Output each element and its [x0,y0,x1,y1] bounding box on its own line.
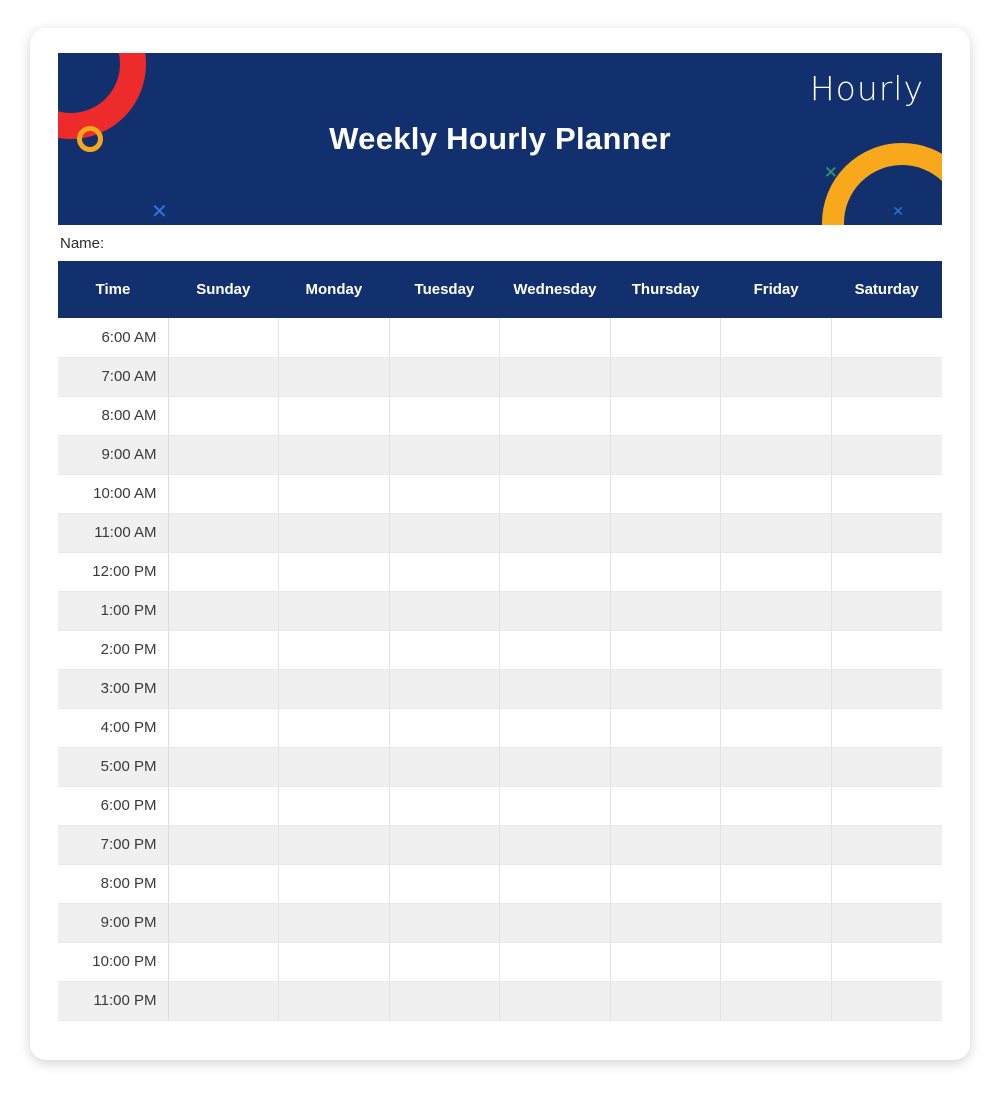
slot-cell[interactable] [279,903,390,942]
time-label: 7:00 AM [58,357,168,396]
slot-cell[interactable] [831,903,942,942]
slot-cell[interactable] [168,474,279,513]
column-header-saturday: Saturday [831,261,942,318]
slot-cell[interactable] [389,591,500,630]
slot-cell[interactable] [168,591,279,630]
table-row [58,591,942,630]
time-label: 6:00 AM [58,318,168,357]
slot-cell[interactable] [389,396,500,435]
slot-cell[interactable] [500,357,611,396]
header-banner [58,53,942,225]
slot-cell[interactable] [610,747,721,786]
name-row [58,225,942,261]
slot-cell[interactable] [168,708,279,747]
slot-cell[interactable] [831,435,942,474]
table-body [58,318,942,1020]
time-label: 2:00 PM [58,630,168,669]
slot-cell[interactable] [279,474,390,513]
slot-cell[interactable] [389,474,500,513]
table-row [58,981,942,1020]
column-header-friday: Friday [721,261,832,318]
slot-cell[interactable] [168,786,279,825]
table-row [58,357,942,396]
table-row [58,435,942,474]
slot-cell[interactable] [610,396,721,435]
table-row [58,864,942,903]
slot-cell[interactable] [721,864,832,903]
slot-cell[interactable] [610,708,721,747]
slot-cell[interactable] [831,630,942,669]
planner-content [58,53,942,1021]
table-row [58,708,942,747]
table-row [58,903,942,942]
time-label: 11:00 PM [58,981,168,1020]
slot-cell[interactable] [168,747,279,786]
slot-cell[interactable] [168,903,279,942]
slot-cell[interactable] [500,864,611,903]
time-label: 3:00 PM [58,669,168,708]
column-header-time: Time [58,261,168,318]
slot-cell[interactable] [610,786,721,825]
slot-cell[interactable] [500,942,611,981]
time-label: 10:00 PM [58,942,168,981]
slot-cell[interactable] [389,357,500,396]
slot-cell[interactable] [831,513,942,552]
slot-cell[interactable] [389,864,500,903]
slot-cell[interactable] [168,669,279,708]
slot-cell[interactable] [610,552,721,591]
table-row [58,552,942,591]
slot-cell[interactable] [500,669,611,708]
slot-cell[interactable] [831,747,942,786]
slot-cell[interactable] [610,591,721,630]
sparkle-blue-icon: ✕ [151,199,168,223]
slot-cell[interactable] [831,474,942,513]
table-row [58,513,942,552]
page-title: Weekly Hourly Planner [329,121,671,156]
time-label: 12:00 PM [58,552,168,591]
slot-cell[interactable] [500,591,611,630]
slot-cell[interactable] [721,552,832,591]
slot-cell[interactable] [389,669,500,708]
slot-cell[interactable] [389,981,500,1020]
time-label: 1:00 PM [58,591,168,630]
table-header-row [58,261,942,318]
slot-cell[interactable] [279,981,390,1020]
slot-cell[interactable] [168,318,279,357]
slot-cell[interactable] [279,591,390,630]
slot-cell[interactable] [168,513,279,552]
slot-cell[interactable] [831,864,942,903]
table-row [58,396,942,435]
slot-cell[interactable] [610,357,721,396]
time-label: 8:00 AM [58,396,168,435]
slot-cell[interactable] [721,318,832,357]
slot-cell[interactable] [610,825,721,864]
slot-cell[interactable] [500,630,611,669]
slot-cell[interactable] [831,786,942,825]
slot-cell[interactable] [610,669,721,708]
slot-cell[interactable] [500,981,611,1020]
slot-cell[interactable] [500,708,611,747]
slot-cell[interactable] [831,981,942,1020]
slot-cell[interactable] [721,630,832,669]
table-row [58,825,942,864]
slot-cell[interactable] [168,630,279,669]
sparkle-green-icon: ✕ [823,163,838,183]
slot-cell[interactable] [610,903,721,942]
time-label: 8:00 PM [58,864,168,903]
slot-cell[interactable] [279,786,390,825]
slot-cell[interactable] [721,708,832,747]
slot-cell[interactable] [279,708,390,747]
slot-cell[interactable] [721,903,832,942]
slot-cell[interactable] [500,435,611,474]
table-row [58,669,942,708]
slot-cell[interactable] [168,825,279,864]
slot-cell[interactable] [279,825,390,864]
slot-cell[interactable] [168,942,279,981]
slot-cell[interactable] [721,591,832,630]
slot-cell[interactable] [831,552,942,591]
time-label: 6:00 PM [58,786,168,825]
slot-cell[interactable] [389,747,500,786]
slot-cell[interactable] [500,825,611,864]
slot-cell[interactable] [721,981,832,1020]
table-row [58,474,942,513]
slot-cell[interactable] [831,708,942,747]
slot-cell[interactable] [389,825,500,864]
slot-cell[interactable] [500,552,611,591]
slot-cell[interactable] [279,942,390,981]
slot-cell[interactable] [279,396,390,435]
slot-cell[interactable] [500,318,611,357]
column-header-tuesday: Tuesday [389,261,500,318]
time-label: 10:00 AM [58,474,168,513]
slot-cell[interactable] [168,552,279,591]
slot-cell[interactable] [168,435,279,474]
slot-cell[interactable] [168,396,279,435]
slot-cell[interactable] [168,357,279,396]
weekly-planner-table [58,261,942,1021]
slot-cell[interactable] [500,396,611,435]
slot-cell[interactable] [389,513,500,552]
slot-cell[interactable] [831,318,942,357]
slot-cell[interactable] [610,318,721,357]
slot-cell[interactable] [610,630,721,669]
slot-cell[interactable] [721,747,832,786]
brand-label: Hourly [809,69,924,108]
slot-cell[interactable] [610,942,721,981]
slot-cell[interactable] [721,513,832,552]
slot-cell[interactable] [831,825,942,864]
slot-cell[interactable] [721,786,832,825]
time-label: 9:00 PM [58,903,168,942]
slot-cell[interactable] [279,318,390,357]
slot-cell[interactable] [168,864,279,903]
slot-cell[interactable] [610,864,721,903]
table-row [58,747,942,786]
column-header-sunday: Sunday [168,261,279,318]
time-label: 5:00 PM [58,747,168,786]
slot-cell[interactable] [500,747,611,786]
slot-cell[interactable] [279,864,390,903]
sparkle-small-icon: ✕ [892,204,904,220]
slot-cell[interactable] [831,591,942,630]
slot-cell[interactable] [610,474,721,513]
slot-cell[interactable] [279,747,390,786]
slot-cell[interactable] [279,357,390,396]
slot-cell[interactable] [279,552,390,591]
time-label: 4:00 PM [58,708,168,747]
slot-cell[interactable] [500,474,611,513]
table-row [58,942,942,981]
name-label: Name: [60,234,105,252]
time-label: 9:00 AM [58,435,168,474]
slot-cell[interactable] [389,708,500,747]
slot-cell[interactable] [279,513,390,552]
slot-cell[interactable] [500,513,611,552]
slot-cell[interactable] [721,396,832,435]
slot-cell[interactable] [389,435,500,474]
slot-cell[interactable] [721,474,832,513]
slot-cell[interactable] [721,357,832,396]
slot-cell[interactable] [279,435,390,474]
slot-cell[interactable] [831,942,942,981]
slot-cell[interactable] [389,630,500,669]
slot-cell[interactable] [721,435,832,474]
slot-cell[interactable] [831,396,942,435]
slot-cell[interactable] [389,903,500,942]
planner-page [30,28,970,1060]
slot-cell[interactable] [389,552,500,591]
slot-cell[interactable] [721,669,832,708]
table-row [58,630,942,669]
column-header-monday: Monday [279,261,390,318]
table-row [58,318,942,357]
slot-cell[interactable] [279,669,390,708]
slot-cell[interactable] [831,357,942,396]
slot-cell[interactable] [500,786,611,825]
column-header-wednesday: Wednesday [500,261,611,318]
time-label: 7:00 PM [58,825,168,864]
column-header-thursday: Thursday [610,261,721,318]
slot-cell[interactable] [389,318,500,357]
slot-cell[interactable] [610,513,721,552]
slot-cell[interactable] [831,669,942,708]
slot-cell[interactable] [610,435,721,474]
slot-cell[interactable] [721,942,832,981]
slot-cell[interactable] [610,981,721,1020]
slot-cell[interactable] [168,981,279,1020]
time-label: 11:00 AM [58,513,168,552]
slot-cell[interactable] [389,786,500,825]
slot-cell[interactable] [721,825,832,864]
slot-cell[interactable] [500,903,611,942]
slot-cell[interactable] [389,942,500,981]
slot-cell[interactable] [279,630,390,669]
table-row [58,786,942,825]
